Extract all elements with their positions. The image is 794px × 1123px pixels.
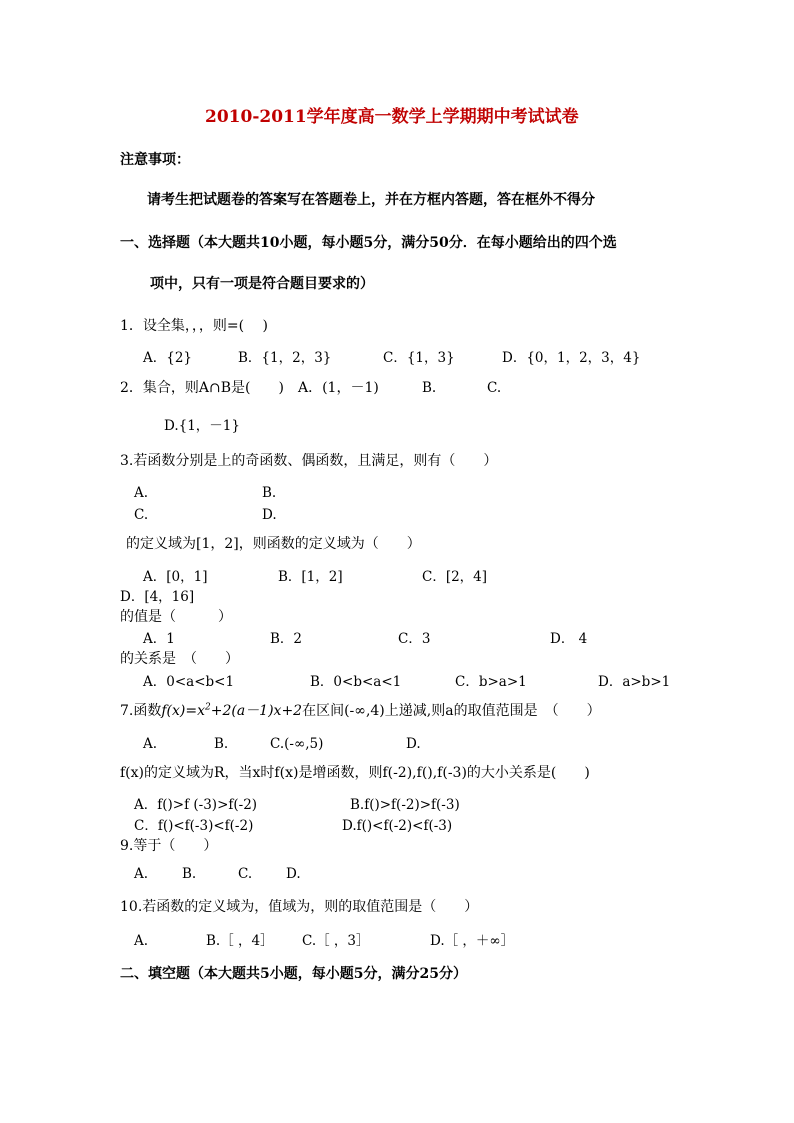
- question-2-option-b: B.: [422, 380, 437, 396]
- question-5-option-c: C．3: [398, 631, 431, 647]
- question-8-option-a: A．f()>f (-3)>f(-2): [134, 797, 258, 813]
- question-5-option-a: A．1: [143, 631, 175, 647]
- question-2-stem: 2．集合，则A∩B是( ) A．(1，－1): [120, 380, 379, 396]
- question-8-option-d: D.f()<f(-2)<f(-3): [342, 818, 453, 834]
- question-10-stem: 10.若函数的定义域为，值域为，则的取值范围是（ ）: [120, 899, 479, 915]
- question-6-option-a: A．0<a<b<1: [143, 674, 235, 690]
- section2-heading: 二、填空题（本大题共5小题，每小题5分，满分25分）: [120, 966, 467, 982]
- question-7-option-d: D.: [406, 736, 421, 752]
- question-7-option-b: B.: [214, 736, 229, 752]
- question-7-option-c: C.(-∞,5): [270, 736, 324, 752]
- question-5-option-d: D． 4: [550, 631, 588, 647]
- question-10-option-c: C.［ ，3］: [302, 933, 370, 949]
- question-3-option-c: C.: [134, 507, 149, 523]
- question-6-option-b: B．0<b<a<1: [310, 674, 402, 690]
- question-8-stem: f(x)的定义域为R，当x时f(x)是增函数，则f(-2),f(),f(-3)的大小关系是( ): [120, 765, 590, 781]
- question-7-stem-prefix: 7.函数: [120, 703, 162, 719]
- question-3-option-d: D.: [262, 507, 277, 523]
- question-1-stem: 1．设全集，，，则=( ): [120, 318, 269, 334]
- question-10-option-b: B.［ ，4］: [206, 933, 274, 949]
- question-4-option-a: A．[0，1]: [143, 569, 208, 585]
- question-7-stem-suffix: 在区间(-∞,4)上递减,则a的取值范围是 （ ）: [302, 703, 601, 719]
- question-5-stem: 的值是（ ）: [120, 609, 232, 625]
- question-9-stem: 9.等于（ ）: [120, 838, 218, 854]
- question-5-option-b: B．2: [270, 631, 303, 647]
- question-3-option-b: B.: [262, 485, 277, 501]
- question-7-function: $f(x)=x^2+2(a-1)x+2$: [161, 702, 303, 719]
- question-7-option-a: A.: [143, 736, 158, 752]
- question-10-option-a: A.: [134, 933, 149, 949]
- question-4-stem: 的定义域为[1，2]，则函数的定义域为（ ）: [126, 536, 421, 552]
- question-7-stem: [120, 702, 601, 720]
- question-8-option-c: C．f()<f(-3)<f(-2): [134, 818, 254, 834]
- question-4-option-d: D．[4，16]: [120, 589, 195, 605]
- question-1-option-c: C．{1，3}: [383, 350, 455, 366]
- question-6-option-c: C．b>a>1: [455, 674, 527, 690]
- question-2-option-d: D.{1，－1}: [164, 418, 240, 434]
- question-6-stem: 的关系是 （ ）: [120, 651, 239, 667]
- question-4-option-c: C．[2，4]: [422, 569, 488, 585]
- notice-heading: 注意事项：: [120, 152, 190, 168]
- page-title: 2010-2011学年度高一数学上学期期中考试试卷: [205, 107, 579, 127]
- question-1-option-b: B．{1，2，3}: [238, 350, 332, 366]
- question-3-option-a: A.: [134, 485, 149, 501]
- question-2-option-c: C.: [487, 380, 502, 396]
- question-3-stem: 3.若函数分别是上的奇函数、偶函数，且满足，则有（ ）: [120, 453, 498, 469]
- notice-text: 请考生把试题卷的答案写在答题卷上，并在方框内答题，答在框外不得分: [147, 192, 595, 208]
- question-1-option-a: A．{2}: [143, 350, 193, 366]
- question-9-option-c: C.: [238, 866, 253, 882]
- question-8-option-b: B.f()>f(-2)>f(-3): [350, 797, 460, 813]
- section1-heading-cont: 项中，只有一项是符合题目要求的）: [150, 276, 374, 292]
- question-4-option-b: B．[1，2]: [278, 569, 343, 585]
- question-10-option-d: D.［ ，＋∞］: [430, 933, 515, 949]
- question-6-option-d: D．a>b>1: [598, 674, 671, 690]
- question-9-option-a: A.: [134, 866, 149, 882]
- question-1-option-d: D．{0，1，2，3，4}: [502, 350, 641, 366]
- question-9-option-d: D.: [286, 866, 301, 882]
- question-9-option-b: B.: [182, 866, 197, 882]
- section1-heading: 一、选择题（本大题共10小题，每小题5分，满分50分．在每小题给出的四个选: [120, 235, 617, 251]
